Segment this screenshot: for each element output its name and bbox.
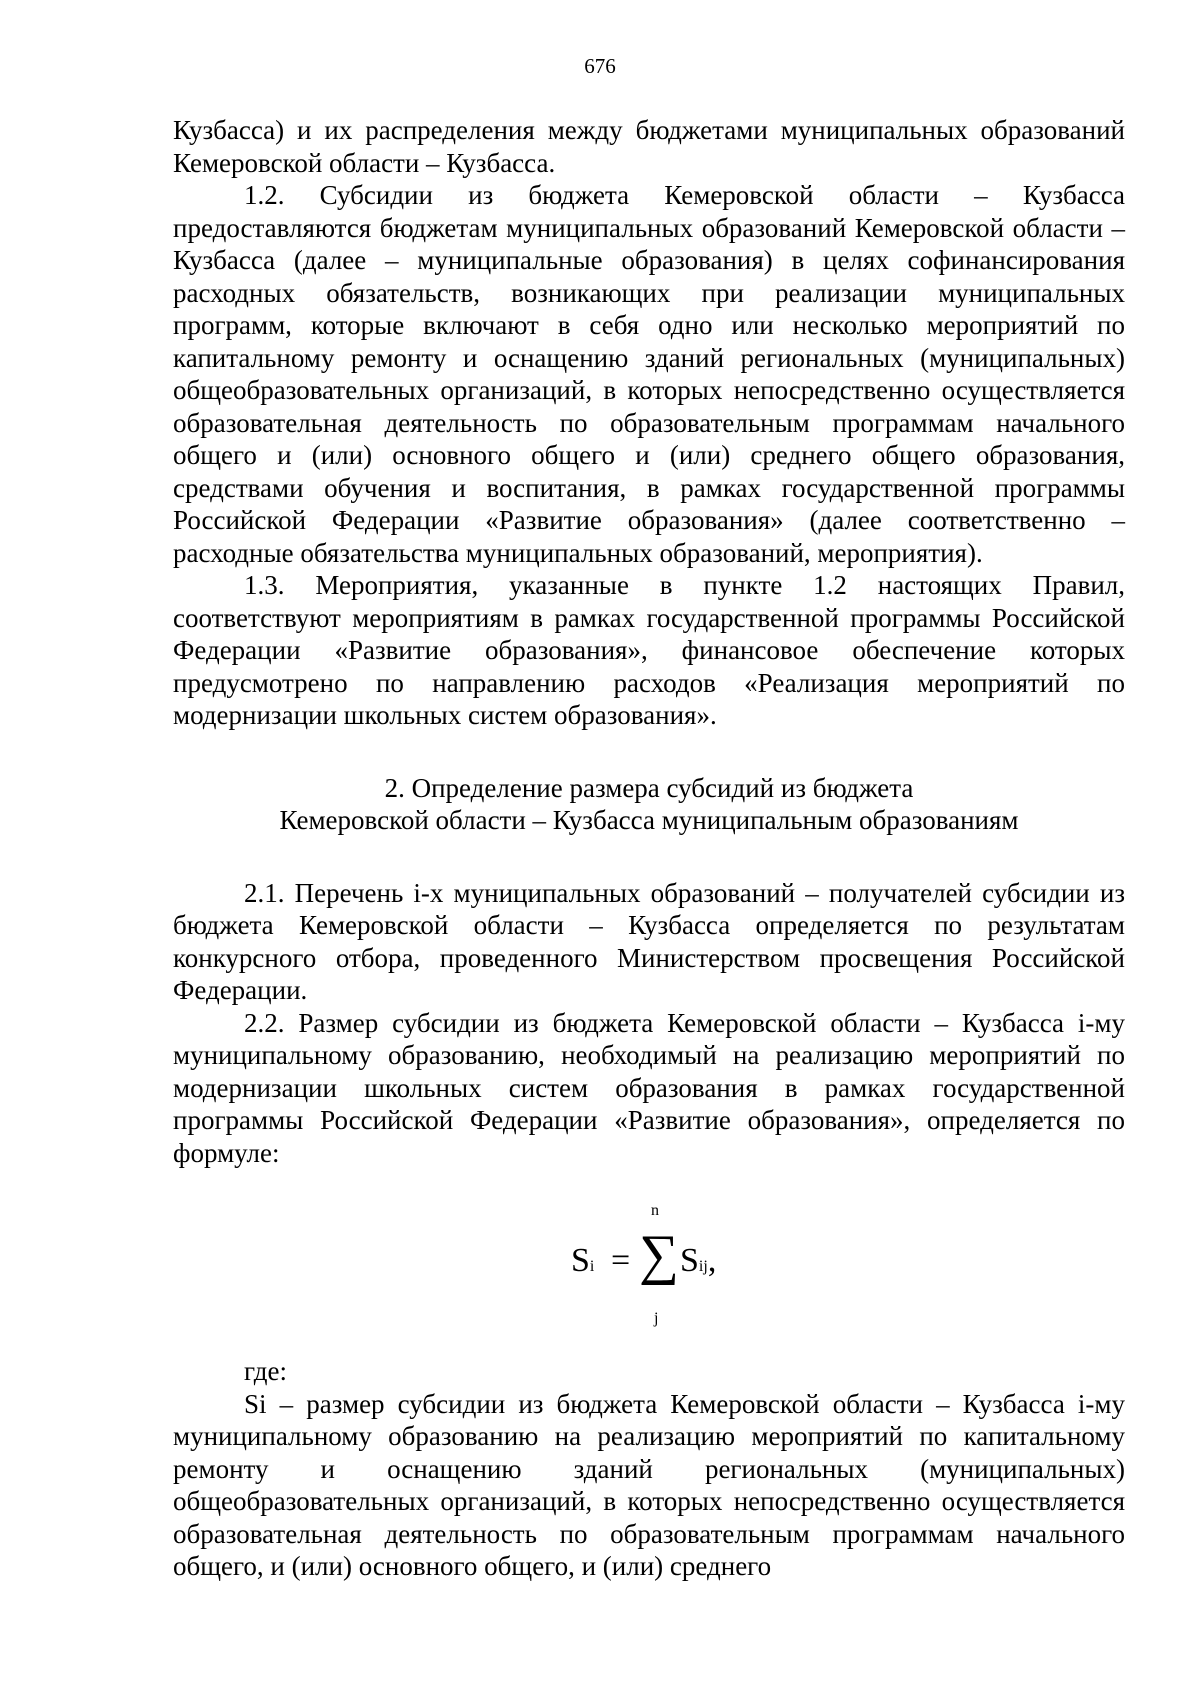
paragraph-1-3: 1.3. Мероприятия, указанные в пункте 1.2 настоящих Правил, соответствуют мероприятиям в рамках государственной программы Российской Федерации «Развитие образования», финансовое обеспечение которых предусмотрено по направлению расходов «Реализация мероприятий по модернизации школьных систем образования». — [173, 570, 1125, 730]
paragraph-2-1: 2.1. Перечень i-х муниципальных образований – получателей субсидии из бюджета Кемеровской области – Кузбасса определяется по результатам конкурсного отбора, проведенного Министерством просвещения Российской Федерации. — [173, 877, 1125, 1005]
section-heading — [173, 772, 1125, 837]
formula-rhs: Sij, — [680, 1242, 717, 1279]
formula-sigma: ∑ — [639, 1224, 679, 1286]
paragraph-2-2: 2.2. Размер субсидии из бюджета Кемеровской области – Кузбасса i-му муниципальному образованию, необходимый на реализацию мероприятий по модернизации школьных систем образования в рамках государственной программы Российской Федерации «Развитие образования», определяется по формуле: — [173, 1007, 1125, 1168]
formula-lhs: Si — [571, 1242, 595, 1279]
paragraph-si-definition: Si – размер субсидии из бюджета Кемеровской области – Кузбасса i-му муниципальному образованию на реализацию мероприятий по капитальному ремонту и оснащению зданий региональных (муниципальных) общеобразовательных организаций, в которых непосредственно осуществляется образовательная деятельность по образовательным программам начального общего, и (или) основного общего, и (или) среднего — [173, 1388, 1125, 1581]
section-heading-line-2: Кемеровской области – Кузбасса муниципальным образованиям — [279, 805, 1019, 835]
formula — [173, 1193, 1125, 1341]
paragraph-continuation: Кузбасса) и их распределения между бюджетами муниципальных образований Кемеровской области – Кузбасса. — [173, 115, 1125, 178]
document-body — [173, 114, 1125, 1583]
paragraph-1-2: 1.2. Субсидии из бюджета Кемеровской области – Кузбасса предоставляются бюджетам муниципальных образований Кемеровской области – Кузбасса (далее – муниципальные образования) в целях софинансирования расходных обязательств, возникающих при реализации муниципальных программ, которые включают в себя одно или несколько мероприятий по капитальному ремонту и оснащению зданий региональных (муниципальных) общеобразовательных организаций, в которых непосредственно осуществляется образовательная деятельность по образовательным программам начального общего и (или) основного общего и (или) среднего общего образования, средствами обучения и воспитания, в рамках государственной программы Российской Федерации «Развитие образования» (далее соответственно – расходные обязательства муниципальных образований, мероприятия). — [173, 180, 1125, 568]
formula-upper-limit: n — [651, 1202, 659, 1219]
where-label: где: — [244, 1356, 287, 1386]
page-number: 676 — [584, 54, 616, 78]
section-heading-line-1: 2. Определение размера субсидий из бюджета — [384, 772, 914, 803]
formula-lower-limit: j — [654, 1310, 659, 1327]
formula-equals: = — [611, 1242, 631, 1279]
